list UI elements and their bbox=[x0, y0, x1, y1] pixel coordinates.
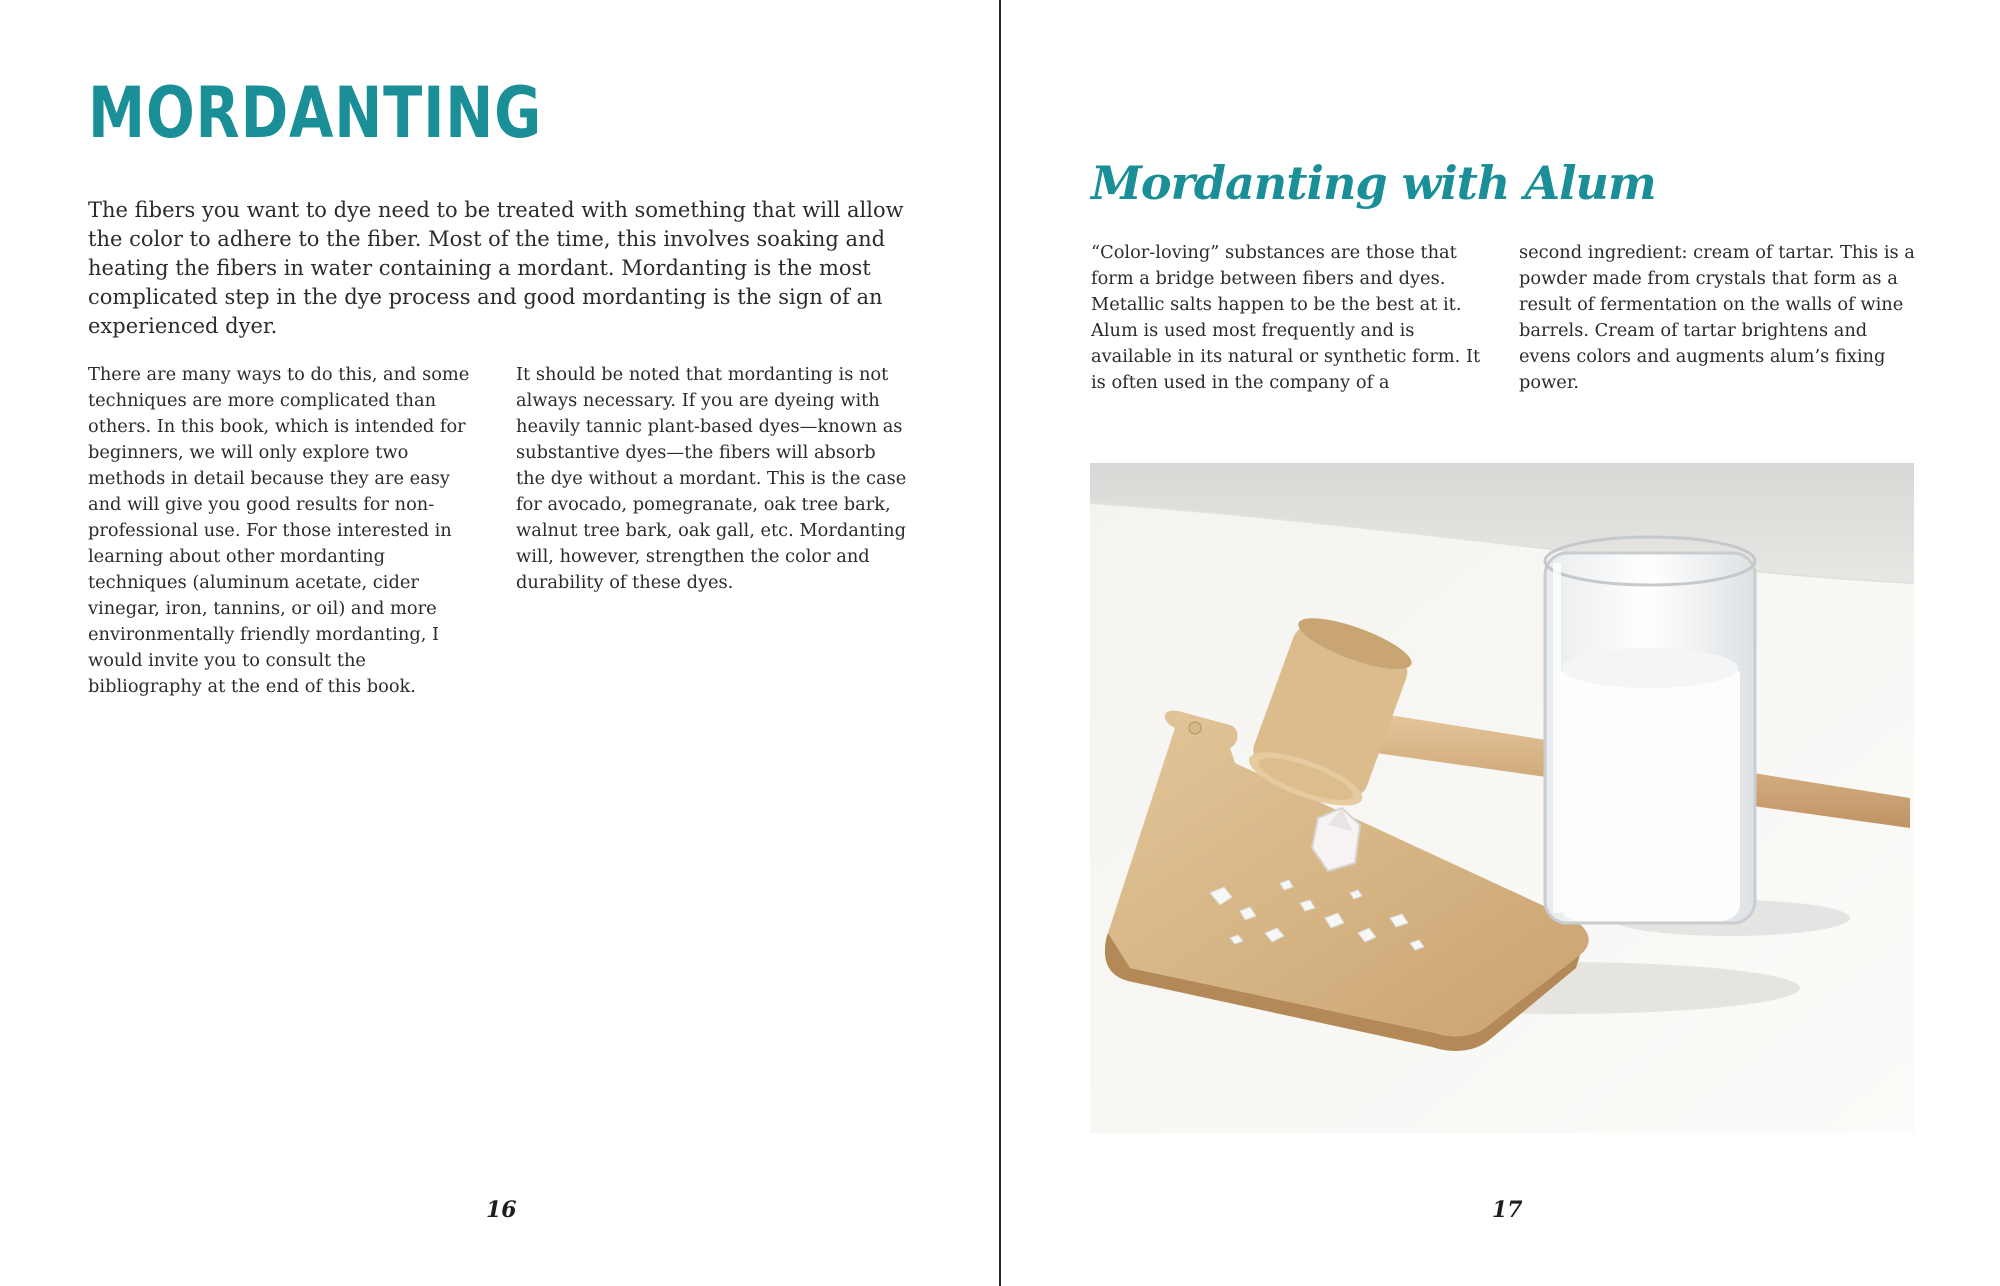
page-number-left: 16 bbox=[486, 1197, 517, 1223]
right-page bbox=[1001, 0, 2000, 1286]
chapter-title: MORDANTING bbox=[88, 72, 543, 154]
section-title: Mordanting with Alum bbox=[1091, 156, 1656, 210]
intro-paragraph: The fibers you want to dye need to be treated with something that will allow the color to adhere to the fiber. Most of the time, this involves soaking and heating the fibers in water containing a mordant. Mordanting is the most complicated step in the dye process and good mordanting is the sign of an experienced dyer. bbox=[88, 198, 904, 338]
alum-photo bbox=[1090, 463, 1914, 1133]
left-body-column-2: It should be noted that mordanting is not always necessary. If you are dyeing with heavily tannic plant-based dyes—known as substantive dyes—the fibers will absorb the dye without a mordant. This is the case for avocado, pomegranate, oak tree bark, walnut tree bark, oak gall, etc. Mordanting will, however, strengthen the color and durability of these dyes. bbox=[516, 364, 907, 593]
alum-photo-illustration bbox=[1090, 463, 1914, 1133]
page-number-right: 17 bbox=[1492, 1197, 1523, 1223]
right-body-column-2: second ingredient: cream of tartar. This is a powder made from crystals that form as a result of fermentation on the walls of wine barrels. Cream of tartar brightens and evens colors and augments alum’s fixing power. bbox=[1519, 242, 1915, 393]
right-body-column-1: “Color-loving” substances are those that form a bridge between fibers and dyes. Metallic salts happen to be the best at it. Alum is used most frequently and is available in its natural or synthetic form. It is often used in the company of a bbox=[1091, 242, 1481, 393]
left-body-column-1: There are many ways to do this, and some techniques are more complicated than others. In this book, which is intended for beginners, we will only explore two methods in detail because they are easy and will give you good results for non-professional use. For those interested in learning about other mordanting techniques (aluminum acetate, cider vinegar, iron, tannins, or oil) and more environmentally friendly mordanting, I would invite you to consult the bibliography at the end of this book. bbox=[88, 364, 470, 697]
left-page bbox=[0, 0, 999, 1286]
